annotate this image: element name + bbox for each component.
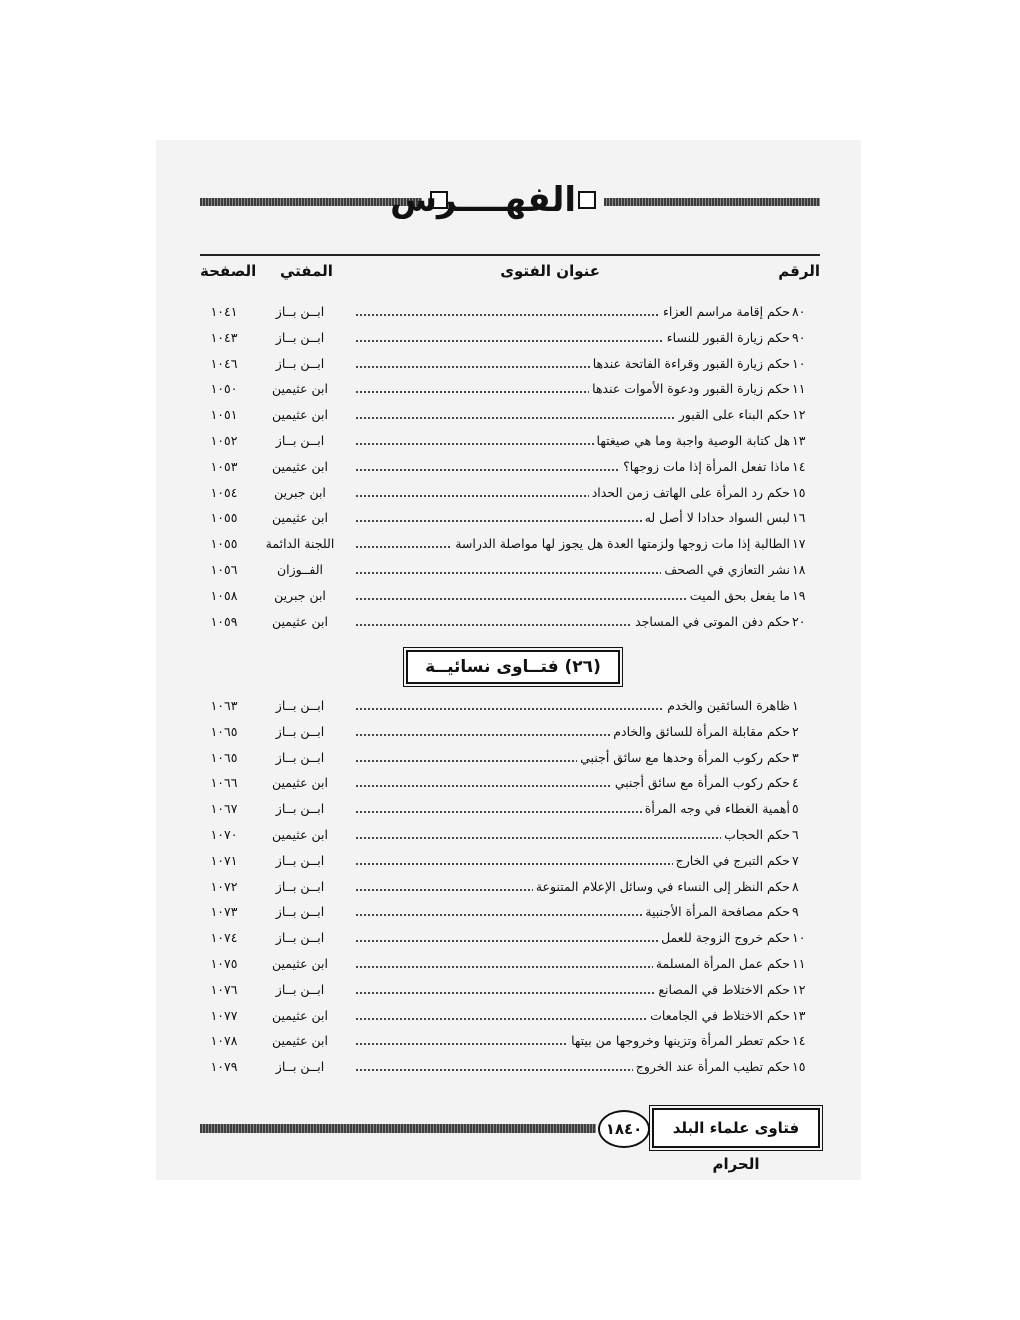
row-mufti: ابن عثيمين bbox=[272, 1007, 328, 1023]
table-row bbox=[200, 505, 820, 531]
row-mufti: ابن عثيمين bbox=[272, 826, 328, 842]
table-row bbox=[200, 822, 820, 848]
table-row bbox=[200, 531, 820, 557]
row-number: ٢٠ bbox=[792, 613, 806, 629]
row-mufti: ابــن بــاز bbox=[275, 801, 325, 817]
row-title-text: لبس السواد حدادا لا أصل له bbox=[642, 510, 790, 525]
row-page: ١٠٧٩ bbox=[210, 1059, 238, 1075]
row-page: ١٠٥٩ bbox=[210, 613, 238, 629]
row-title bbox=[356, 609, 790, 634]
row-title bbox=[356, 745, 790, 770]
row-page: ١٠٥٨ bbox=[210, 587, 238, 603]
row-title-text: حكم زيارة القبور وقراءة الفاتحة عندها bbox=[590, 356, 790, 371]
section-heading: (٢٦) فتــاوى نسائيــة bbox=[406, 650, 620, 684]
row-number: ٣ bbox=[792, 749, 799, 765]
table-row bbox=[200, 848, 820, 874]
row-title-text: ما يفعل بحق الميت bbox=[687, 588, 790, 603]
page-title: الفهــــرس bbox=[390, 180, 576, 220]
row-number: ١٠ bbox=[792, 930, 806, 946]
row-mufti: ابــن بــاز bbox=[275, 749, 325, 765]
row-title bbox=[356, 770, 790, 795]
row-mufti: ابــن بــاز bbox=[275, 1059, 325, 1075]
row-title-text: الطالبة إذا مات زوجها ولزمتها العدة هل يجوز لها مواصلة الدراسة bbox=[452, 536, 790, 551]
table-row bbox=[200, 376, 820, 402]
row-page: ١٠٧٥ bbox=[210, 955, 238, 971]
table-row bbox=[200, 1054, 820, 1080]
row-page: ١٠٥٥ bbox=[210, 536, 238, 552]
row-page: ١٠٧٣ bbox=[210, 904, 238, 920]
row-page: ١٠٦٣ bbox=[210, 698, 238, 713]
table-row bbox=[200, 428, 820, 454]
row-title bbox=[356, 1003, 790, 1028]
header-page: الصفحة bbox=[200, 262, 257, 280]
header-mufti: المفتي bbox=[280, 262, 333, 280]
row-title bbox=[356, 454, 790, 479]
row-title bbox=[356, 402, 790, 427]
row-number: ١٥ bbox=[792, 484, 806, 500]
row-number: ٨ bbox=[792, 878, 799, 894]
row-page: ١٠٧٢ bbox=[210, 878, 238, 894]
row-title bbox=[356, 531, 790, 556]
row-page: ١٠٧٤ bbox=[210, 930, 238, 946]
row-mufti: ابن عثيمين bbox=[272, 381, 328, 397]
row-number: ٧ bbox=[792, 852, 799, 868]
row-title-text: حكم رد المرأة على الهاتف زمن الحداد bbox=[589, 485, 790, 500]
row-mufti: ابــن بــاز bbox=[275, 930, 325, 946]
table-row bbox=[200, 951, 820, 977]
row-title-text: حكم تعطر المرأة وتزينها وخروجها من بيتها bbox=[568, 1033, 790, 1048]
table-row bbox=[200, 1003, 820, 1029]
row-number: ١٤ bbox=[792, 458, 806, 474]
row-number: ١٨ bbox=[792, 561, 806, 577]
row-title bbox=[356, 796, 790, 821]
row-number: ١٤ bbox=[792, 1033, 806, 1049]
row-page: ١٠٧٦ bbox=[210, 981, 238, 997]
table-row bbox=[200, 925, 820, 951]
header-rule bbox=[200, 254, 820, 256]
row-title-text: حكم مقابلة المرأة للسائق والخادم bbox=[610, 724, 790, 739]
row-title bbox=[356, 822, 790, 847]
page-title-banner bbox=[200, 178, 820, 226]
table-row bbox=[200, 1028, 820, 1054]
row-number: ١ bbox=[792, 698, 799, 713]
row-number: ١٥ bbox=[792, 1059, 806, 1075]
row-mufti: ابــن بــاز bbox=[275, 432, 325, 448]
row-page: ١٠٥٦ bbox=[210, 561, 238, 577]
row-mufti: ابــن بــاز bbox=[275, 904, 325, 920]
row-title-text: حكم خروج الزوجة للعمل bbox=[658, 930, 790, 945]
title-square-icon bbox=[578, 191, 596, 209]
row-mufti: ابــن بــاز bbox=[275, 852, 325, 868]
row-mufti: ابــن بــاز bbox=[275, 698, 325, 713]
table-row bbox=[200, 454, 820, 480]
table-row bbox=[200, 351, 820, 377]
row-mufti: ابن عثيمين bbox=[272, 775, 328, 791]
row-number: ١٢ bbox=[792, 407, 806, 423]
row-number: ١٣ bbox=[792, 1007, 806, 1023]
row-title bbox=[356, 848, 790, 873]
row-title bbox=[356, 951, 790, 976]
row-number: ١٣ bbox=[792, 432, 806, 448]
row-title-text: ظاهرة السائقين والخدم bbox=[664, 698, 790, 713]
row-mufti: ابــن بــاز bbox=[275, 878, 325, 894]
row-page: ١٠٥٢ bbox=[210, 432, 238, 448]
row-mufti: ابــن بــاز bbox=[275, 355, 325, 371]
row-title-text: ماذا تفعل المرأة إذا مات زوجها؟ bbox=[620, 459, 790, 474]
table-row bbox=[200, 693, 820, 719]
table-row bbox=[200, 899, 820, 925]
row-mufti: ابن عثيمين bbox=[272, 613, 328, 629]
row-number: ٩٠ bbox=[792, 329, 806, 345]
footer-ornament bbox=[200, 1124, 596, 1133]
row-title-text: هل كتابة الوصية واجبة وما هي صيغتها bbox=[594, 433, 790, 448]
header-title: عنوان الفتوى bbox=[500, 262, 600, 280]
title-ornament-right bbox=[604, 198, 820, 206]
row-title bbox=[356, 899, 790, 924]
row-title-text: حكم إقامة مراسم العزاء bbox=[660, 304, 790, 319]
table-row bbox=[200, 480, 820, 506]
table-row bbox=[200, 557, 820, 583]
row-number: ٩ bbox=[792, 904, 799, 920]
table-row bbox=[200, 402, 820, 428]
row-title-text: حكم الاختلاط في الجامعات bbox=[647, 1008, 790, 1023]
row-page: ١٠٧١ bbox=[210, 852, 238, 868]
row-title-text: حكم ركوب المرأة وحدها مع سائق أجنبي bbox=[577, 750, 790, 765]
row-title-text: حكم تطيب المرأة عند الخروج bbox=[633, 1059, 790, 1074]
row-title-text: نشر التعازي في الصحف bbox=[661, 562, 790, 577]
row-number: ١٠ bbox=[792, 355, 806, 371]
row-number: ٨٠ bbox=[792, 304, 806, 319]
row-page: ١٠٥٥ bbox=[210, 510, 238, 526]
row-number: ١٦ bbox=[792, 510, 806, 526]
table-header bbox=[200, 262, 820, 286]
row-title bbox=[356, 1028, 790, 1053]
row-page: ١٠٧٨ bbox=[210, 1033, 238, 1049]
table-row bbox=[200, 299, 820, 325]
row-mufti: اللجنة الدائمة bbox=[265, 536, 335, 552]
row-number: ١٩ bbox=[792, 587, 806, 603]
header-number: الرقم bbox=[778, 262, 820, 280]
row-page: ١٠٦٦ bbox=[210, 775, 238, 791]
page-footer bbox=[200, 1108, 820, 1173]
row-mufti: ابن عثيمين bbox=[272, 407, 328, 423]
row-number: ١١ bbox=[792, 381, 806, 397]
table-row bbox=[200, 977, 820, 1003]
row-page: ١٠٦٥ bbox=[210, 723, 238, 739]
title-ornament-left bbox=[200, 198, 422, 206]
row-title-text: حكم الحجاب bbox=[721, 827, 790, 842]
row-title-text: حكم زيارة القبور ودعوة الأموات عندها bbox=[589, 381, 790, 396]
row-title bbox=[356, 351, 790, 376]
row-title bbox=[356, 719, 790, 744]
row-title bbox=[356, 583, 790, 608]
row-title-text: حكم النظر إلى النساء في وسائل الإعلام المتنوعة bbox=[533, 879, 790, 894]
row-page: ١٠٥١ bbox=[210, 407, 238, 423]
row-mufti: ابــن بــاز bbox=[275, 304, 325, 319]
row-mufti: ابن عثيمين bbox=[272, 458, 328, 474]
table-row bbox=[200, 874, 820, 900]
row-title bbox=[356, 428, 790, 453]
row-page: ١٠٥٣ bbox=[210, 458, 238, 474]
row-number: ٦ bbox=[792, 826, 799, 842]
row-title-text: أهمية الغطاء في وجه المرأة bbox=[642, 801, 790, 816]
row-page: ١٠٧٠ bbox=[210, 826, 238, 842]
row-title-text: حكم ركوب المرأة مع سائق أجنبي bbox=[612, 775, 790, 790]
row-title-text: حكم دفن الموتى في المساجد bbox=[632, 614, 790, 629]
row-title bbox=[356, 1054, 790, 1079]
row-title bbox=[356, 299, 790, 324]
row-title-text: حكم الاختلاط في المصانع bbox=[655, 982, 790, 997]
row-page: ١٠٧٧ bbox=[210, 1007, 238, 1023]
row-title-text: حكم مصافحة المرأة الأجنبية bbox=[642, 904, 790, 919]
row-mufti: ابن جبرين bbox=[274, 587, 326, 603]
table-row bbox=[200, 796, 820, 822]
table-row bbox=[200, 583, 820, 609]
row-number: ٥ bbox=[792, 801, 799, 817]
table-row bbox=[200, 325, 820, 351]
row-title bbox=[356, 693, 790, 718]
row-mufti: ابن جبرين bbox=[274, 484, 326, 500]
row-title bbox=[356, 376, 790, 401]
row-page: ١٠٤٣ bbox=[210, 329, 238, 345]
table-row bbox=[200, 745, 820, 771]
row-page: ١٠٦٥ bbox=[210, 749, 238, 765]
footer-book-title: فتاوى علماء البلد الحرام bbox=[652, 1108, 820, 1148]
row-page: ١٠٦٧ bbox=[210, 801, 238, 817]
row-page: ١٠٤١ bbox=[210, 304, 238, 319]
row-mufti: ابــن بــاز bbox=[275, 329, 325, 345]
row-title bbox=[356, 977, 790, 1002]
section1-list bbox=[200, 299, 820, 634]
row-title bbox=[356, 505, 790, 530]
row-mufti: الفــوزان bbox=[276, 561, 324, 577]
row-title bbox=[356, 325, 790, 350]
row-title bbox=[356, 557, 790, 582]
row-mufti: ابــن بــاز bbox=[275, 723, 325, 739]
row-mufti: ابن عثيمين bbox=[272, 510, 328, 526]
row-mufti: ابن عثيمين bbox=[272, 1033, 328, 1049]
row-title bbox=[356, 925, 790, 950]
row-number: ١١ bbox=[792, 955, 806, 971]
table-row bbox=[200, 609, 820, 635]
row-number: ٢ bbox=[792, 723, 799, 739]
section2-list bbox=[200, 693, 820, 1080]
row-page: ١٠٥٤ bbox=[210, 484, 238, 500]
table-row bbox=[200, 719, 820, 745]
row-title-text: حكم عمل المرأة المسلمة bbox=[653, 956, 790, 971]
row-number: ٤ bbox=[792, 775, 799, 791]
row-title bbox=[356, 480, 790, 505]
row-number: ١٢ bbox=[792, 981, 806, 997]
row-title-text: حكم التبرج في الخارج bbox=[673, 853, 790, 868]
row-page: ١٠٥٠ bbox=[210, 381, 238, 397]
row-title-text: حكم البناء على القبور bbox=[676, 407, 790, 422]
row-title-text: حكم زيارة القبور للنساء bbox=[664, 330, 790, 345]
row-title bbox=[356, 874, 790, 899]
table-row bbox=[200, 770, 820, 796]
footer-page-number: ١٨٤٠ bbox=[598, 1110, 650, 1148]
row-page: ١٠٤٦ bbox=[210, 355, 238, 371]
row-mufti: ابن عثيمين bbox=[272, 955, 328, 971]
row-number: ١٧ bbox=[792, 536, 806, 552]
row-mufti: ابــن بــاز bbox=[275, 981, 325, 997]
